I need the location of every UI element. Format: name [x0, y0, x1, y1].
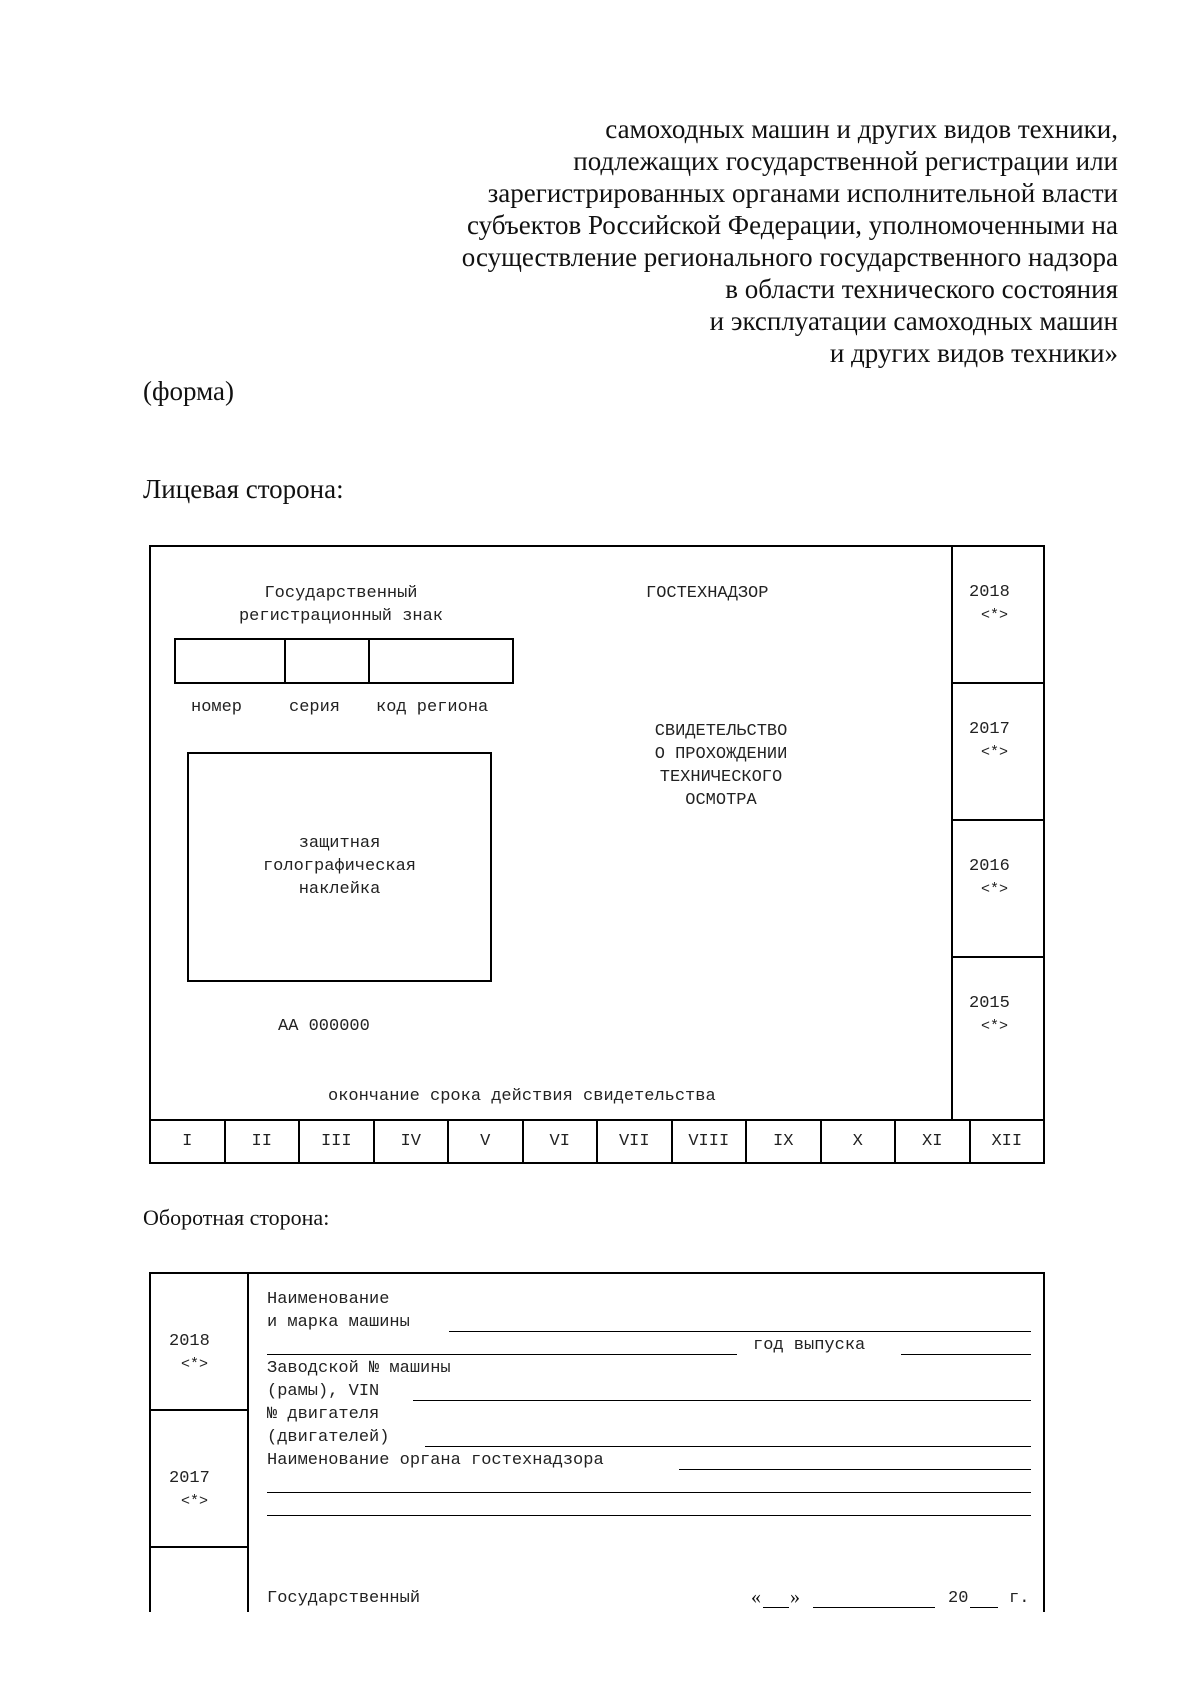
- month-cell: IX: [747, 1121, 822, 1162]
- reg-sign-title-line2: регистрационный знак: [238, 607, 444, 626]
- month-cell: V: [449, 1121, 524, 1162]
- plate-label-series: серия: [289, 698, 341, 717]
- agency-name-field-continued[interactable]: [267, 1492, 1031, 1493]
- plate-label-number: номер: [191, 698, 243, 717]
- plate-label-region-code: код региона: [376, 698, 489, 717]
- month-cell: II: [226, 1121, 301, 1162]
- month-cell: XI: [896, 1121, 971, 1162]
- year-value: 2017: [969, 720, 1010, 739]
- date-year-field[interactable]: [970, 1607, 998, 1608]
- year-footnote: <*>: [981, 881, 1009, 898]
- expiry-caption: окончание срока действия свидетельства: [328, 1087, 716, 1106]
- hologram-sticker-box: [187, 752, 492, 982]
- date-year-prefix: 20: [948, 1589, 969, 1608]
- state-label: Государственный: [267, 1589, 421, 1608]
- engine-number-field[interactable]: [425, 1446, 1031, 1447]
- machine-name-field[interactable]: [449, 1331, 1031, 1332]
- hologram-text-line1: защитная: [298, 834, 381, 853]
- header-line: субъектов Российской Федерации, уполномоченными на: [466, 210, 1118, 240]
- month-cell: VII: [598, 1121, 673, 1162]
- year-footnote: <*>: [981, 607, 1009, 624]
- year-column: [951, 547, 1045, 1119]
- agency-name-field-continued[interactable]: [267, 1515, 1031, 1516]
- month-row: [151, 1119, 1043, 1162]
- engine-number-label-line1: № двигателя: [267, 1405, 380, 1424]
- year-footnote: <*>: [981, 1018, 1009, 1035]
- certificate-title-line3: ТЕХНИЧЕСКОГО: [659, 768, 783, 787]
- agency-title: ГОСТЕХНАДЗОР: [646, 584, 769, 603]
- form-label: (форма): [143, 376, 234, 406]
- year-cell: [151, 1411, 247, 1548]
- year-of-manufacture-field[interactable]: [901, 1354, 1031, 1355]
- header-line: и других видов техники»: [829, 338, 1118, 368]
- plate-divider: [368, 640, 370, 682]
- date-year-suffix: г.: [1009, 1589, 1030, 1608]
- plate-divider: [284, 640, 286, 682]
- header-line: в области технического состояния: [725, 274, 1118, 304]
- year-value: 2017: [169, 1469, 210, 1488]
- front-side-label: Лицевая сторона:: [143, 474, 344, 504]
- year-of-manufacture-label: год выпуска: [753, 1336, 866, 1355]
- registration-plate-box: [174, 638, 514, 684]
- factory-number-label-line2: (рамы), VIN: [267, 1382, 380, 1401]
- back-card: [149, 1272, 1045, 1612]
- year-footnote: <*>: [181, 1493, 209, 1510]
- month-cell: VI: [524, 1121, 599, 1162]
- vin-field[interactable]: [413, 1400, 1031, 1401]
- year-cell: [151, 1274, 247, 1411]
- certificate-title-line1: СВИДЕТЕЛЬСТВО: [654, 722, 788, 741]
- month-cell: IV: [375, 1121, 450, 1162]
- month-cell: I: [151, 1121, 226, 1162]
- year-cell: [953, 958, 1045, 1117]
- certificate-title-line2: О ПРОХОЖДЕНИИ: [654, 745, 788, 764]
- year-cell: [953, 821, 1045, 958]
- reg-sign-title-line1: Государственный: [264, 584, 418, 603]
- document-header: [358, 113, 1118, 369]
- year-value: 2018: [169, 1332, 210, 1351]
- machine-name-field-continued[interactable]: [267, 1354, 737, 1355]
- hologram-text-line2: голографическая: [262, 857, 417, 876]
- year-value: 2018: [969, 583, 1010, 602]
- back-year-column: [151, 1274, 249, 1612]
- header-line: самоходных машин и других видов техники,: [605, 114, 1118, 144]
- header-line: зарегистрированных органами исполнительной власти: [487, 178, 1118, 208]
- month-cell: VIII: [673, 1121, 748, 1162]
- date-quote-close: »: [790, 1586, 800, 1608]
- header-line: подлежащих государственной регистрации или: [573, 146, 1118, 176]
- year-value: 2015: [969, 994, 1010, 1013]
- year-cell: [953, 547, 1045, 684]
- date-day-field[interactable]: [763, 1607, 789, 1608]
- month-cell: XII: [991, 1132, 1023, 1151]
- month-cell: III: [300, 1121, 375, 1162]
- front-card: [149, 545, 1045, 1164]
- certificate-title-line4: ОСМОТРА: [685, 791, 757, 810]
- machine-name-label-line2: и марка машины: [267, 1313, 410, 1332]
- back-side-label: Оборотная сторона:: [143, 1205, 330, 1230]
- year-cell: [151, 1548, 247, 1612]
- machine-name-label-line1: Наименование: [267, 1290, 390, 1309]
- agency-name-label: Наименование органа гостехнадзора: [267, 1451, 604, 1470]
- factory-number-label-line1: Заводской № машины: [267, 1359, 451, 1378]
- date-month-field[interactable]: [813, 1607, 935, 1608]
- serial-number: АА 000000: [278, 1017, 370, 1036]
- year-value: 2016: [969, 857, 1010, 876]
- year-footnote: <*>: [181, 1356, 209, 1373]
- date-quote-open: «: [751, 1586, 761, 1608]
- agency-name-field[interactable]: [679, 1469, 1031, 1470]
- year-footnote: <*>: [981, 744, 1009, 761]
- year-cell: [953, 684, 1045, 821]
- hologram-text-line3: наклейка: [298, 880, 381, 899]
- header-line: осуществление регионального государственного надзора: [461, 242, 1118, 272]
- engine-number-label-line2: (двигателей): [267, 1428, 390, 1447]
- month-cell: X: [822, 1121, 897, 1162]
- header-line: и эксплуатации самоходных машин: [709, 306, 1118, 336]
